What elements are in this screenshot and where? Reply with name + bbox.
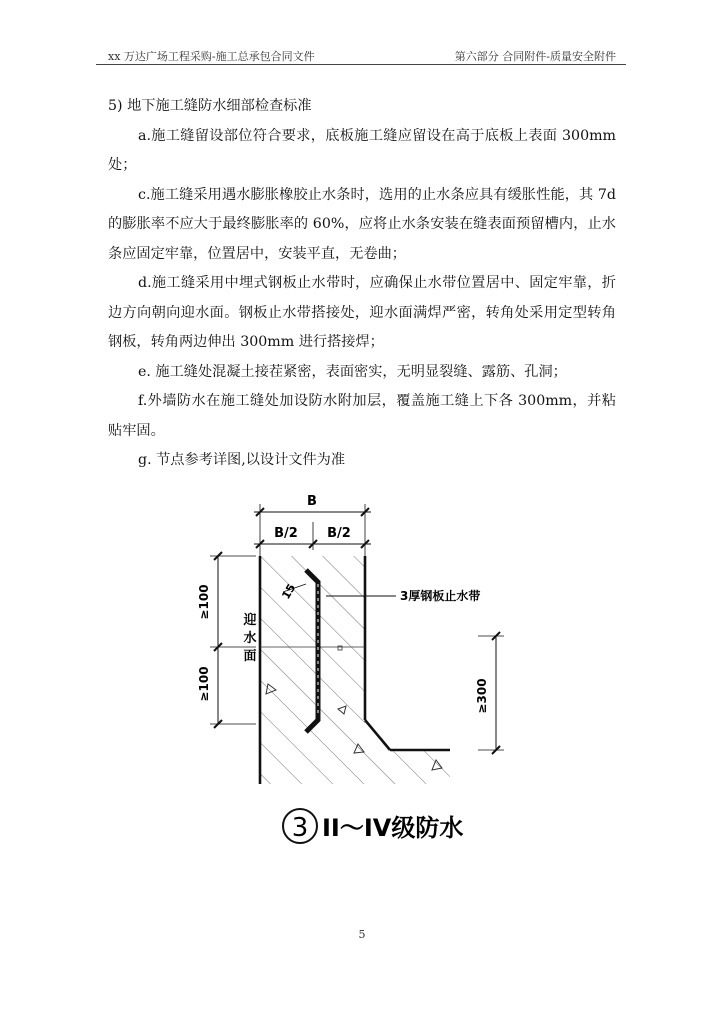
dim-b-half-left-label: B/2 [274,526,298,541]
dim-ge300-label: ≥300 [475,678,489,714]
paragraph-a: a.施工缝留设部位符合要求，底板施工缝应留设在高于底板上表面 300mm 处； [108,127,616,173]
dim-ge100-bottom-label: ≥100 [197,666,211,702]
document-body [108,92,616,476]
steel-plate-label: 3厚钢板止水带 [400,589,481,603]
section-heading: 5) 地下施工缝防水细部检查标准 [108,98,312,114]
page-number: 5 [358,928,366,941]
face-label-char-3: 面 [243,649,257,664]
caption-number: 3 [291,813,309,843]
face-label-char-1: 迎 [243,613,257,628]
dim-b-label: B [307,494,317,509]
header-left-text: xx 万达广场工程采购-施工总承包合同文件 [108,50,315,63]
face-label-char-2: 水 [243,631,257,646]
page-header [96,46,626,65]
paragraph-d: d.施工缝采用中埋式钢板止水带时，应确保止水带位置居中、固定牢靠，折边方向朝向迎水面。钢板止水带搭接处，迎水面满焊严密，转角处采用定型转角钢板，转角两边伸出 300mm 进行搭接焊； [108,275,616,350]
paragraph-c: c.施工缝采用遇水膨胀橡胶止水条时，选用的止水条应具有缓胀性能，其 7d 的膨胀率不应大于最终膨胀率的 60%，应将止水条安装在缝表面预留槽内，止水条应固定牢靠，位置居中，安装平直，无卷曲； [108,186,616,262]
dim-ge100-top-label: ≥100 [197,584,211,620]
header-right-text: 第六部分 合同附件-质量安全附件 [454,50,616,63]
construction-joint-detail-figure [188,484,518,854]
paragraph-f: f.外墙防水在施工缝处加设防水附加层，覆盖施工缝上下各 300mm，并粘贴牢固。 [108,393,616,439]
dim-b-half-right-label: B/2 [327,526,351,541]
paragraph-g: g. 节点参考详图,以设计文件为准 [138,452,346,468]
caption-text: II～IV级防水 [322,814,464,842]
paragraph-e: e. 施工缝处混凝土接茬紧密，表面密实，无明显裂缝、露筋、孔洞； [138,363,567,380]
dim-15-label: 15 [279,581,299,602]
